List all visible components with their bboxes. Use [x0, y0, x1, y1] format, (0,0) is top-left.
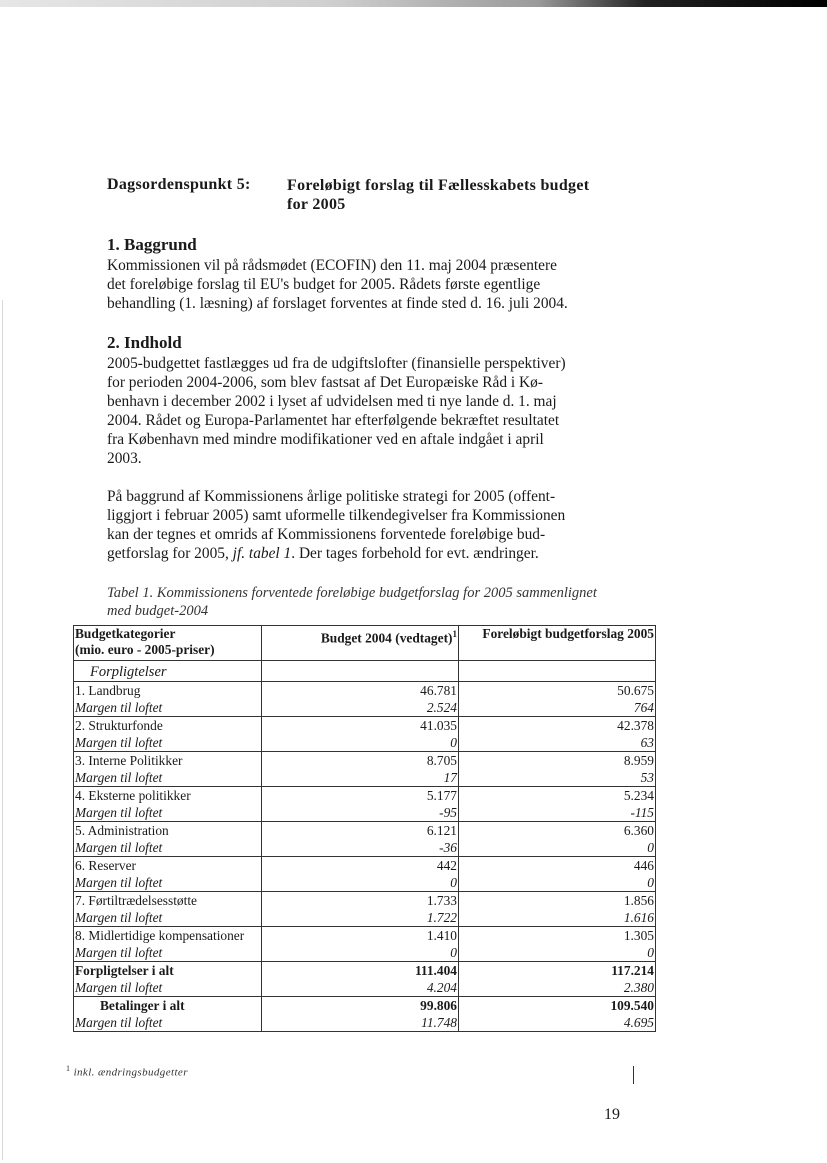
- table-row-margin: [74, 874, 656, 892]
- value-2005: 1.305: [459, 927, 656, 945]
- text-line: behandling (1. læsning) af forslaget forventes at finde sted d. 16. juli 2004.: [107, 295, 568, 312]
- table-row: [74, 997, 656, 1015]
- category-label: 1. Landbrug: [74, 682, 262, 700]
- table-row-margin: [74, 909, 656, 927]
- table-row: [74, 717, 656, 735]
- margin-2004: 0: [262, 874, 459, 892]
- table-header-row: [74, 626, 656, 661]
- text-line: liggjort i februar 2005) samt uformelle tilkendegivelser fra Kommissionen: [107, 507, 566, 524]
- section-heading: 1. Baggrund: [107, 235, 197, 254]
- margin-2004: 2.524: [262, 699, 459, 717]
- margin-2005: 4.695: [459, 1014, 656, 1032]
- scan-edge: [0, 0, 827, 7]
- margin-label: Margen til loftet: [74, 804, 262, 822]
- margin-2004: 11.748: [262, 1014, 459, 1032]
- value-2005: 5.234: [459, 787, 656, 805]
- margin-2004: 0: [262, 734, 459, 752]
- category-label: 2. Strukturfonde: [74, 717, 262, 735]
- margin-2005: 53: [459, 769, 656, 787]
- header-category: [74, 626, 262, 661]
- value-2004: 1.733: [262, 892, 459, 910]
- table-row: [74, 962, 656, 980]
- margin-label: Margen til loftet: [74, 944, 262, 962]
- category-label: Betalinger i alt: [74, 997, 262, 1015]
- section-background: [107, 235, 627, 313]
- value-2004: 1.410: [262, 927, 459, 945]
- margin-label: Margen til loftet: [74, 909, 262, 927]
- footnote-text: inkl. ændringsbudgetter: [73, 1066, 188, 1079]
- section-label-text: Forpligtelser: [90, 664, 167, 680]
- agenda-title-line: Foreløbigt forslag til Fællesskabets budget: [287, 177, 590, 194]
- text-line: 2005-budgettet fastlægges ud fra de udgiftslofter (finansielle perspektiver): [107, 355, 566, 372]
- margin-2005: -115: [459, 804, 656, 822]
- category-label: 3. Interne Politikker: [74, 752, 262, 770]
- section-content: [107, 333, 627, 563]
- margin-label: Margen til loftet: [74, 734, 262, 752]
- value-2004: 111.404: [262, 962, 459, 980]
- margin-2005: 764: [459, 699, 656, 717]
- margin-2004: 1.722: [262, 909, 459, 927]
- scan-margin-line: [2, 300, 3, 1160]
- text-line: benhavn i december 2002 i lyset af udvidelsen med ti nye lande d. 1. maj: [107, 393, 557, 410]
- margin-2005: 0: [459, 839, 656, 857]
- paragraph: [107, 256, 627, 313]
- paragraph: [107, 487, 627, 563]
- text-line: . Der tages forbehold for evt. ændringer.: [291, 545, 539, 562]
- margin-label: Margen til loftet: [74, 1014, 262, 1032]
- value-2005: 50.675: [459, 682, 656, 700]
- table-row-margin: [74, 734, 656, 752]
- margin-2004: 17: [262, 769, 459, 787]
- margin-2004: 4.204: [262, 979, 459, 997]
- paragraph: [107, 354, 627, 468]
- table-row: [74, 927, 656, 945]
- caption-line: Tabel 1. Kommissionens forventede foreløbige budgetforslag for 2005 sammenlignet: [107, 585, 597, 601]
- value-2004: 442: [262, 857, 459, 875]
- text-line: Kommissionen vil på rådsmødet (ECOFIN) den 11. maj 2004 præsentere: [107, 257, 557, 274]
- value-2005: 117.214: [459, 962, 656, 980]
- header-budget-2004: [262, 626, 459, 661]
- section-heading: 2. Indhold: [107, 333, 182, 352]
- table-row-margin: [74, 699, 656, 717]
- table-row-margin: [74, 1014, 656, 1032]
- agenda-title: [287, 176, 627, 214]
- page-number: 19: [604, 1106, 620, 1123]
- value-2004: 46.781: [262, 682, 459, 700]
- footnote-marker: 1: [66, 1064, 71, 1073]
- margin-label: Margen til loftet: [74, 699, 262, 717]
- value-2004: 6.121: [262, 822, 459, 840]
- table-row: [74, 682, 656, 700]
- text-line: 2004. Rådet og Europa-Parlamentet har efterfølgende bekræftet resultatet: [107, 412, 560, 429]
- empty-cell: [459, 661, 656, 682]
- category-label: 6. Reserver: [74, 857, 262, 875]
- agenda-label: Dagsordenspunkt 5:: [107, 176, 251, 193]
- margin-label: Margen til loftet: [74, 769, 262, 787]
- text-line: det foreløbige forslag til EU's budget for 2005. Rådets første egentlige: [107, 276, 541, 293]
- text-line: 2003.: [107, 450, 142, 467]
- value-2005: 6.360: [459, 822, 656, 840]
- header-budget-2005: Foreløbigt budgetforslag 2005: [459, 626, 656, 661]
- table-row: [74, 752, 656, 770]
- value-2004: 5.177: [262, 787, 459, 805]
- margin-2005: 1.616: [459, 909, 656, 927]
- category-label: 4. Eksterne politikker: [74, 787, 262, 805]
- table-row: [74, 822, 656, 840]
- text-line: for perioden 2004-2006, som blev fastsat af Det Europæiske Råd i Kø-: [107, 374, 543, 391]
- value-2005: 109.540: [459, 997, 656, 1015]
- caption-line: med budget-2004: [107, 603, 209, 619]
- margin-label: Margen til loftet: [74, 839, 262, 857]
- table-row: [74, 787, 656, 805]
- text-line: På baggrund af Kommissionens årlige politiske strategi for 2005 (offent-: [107, 488, 556, 505]
- category-label: 8. Midlertidige kompensationer: [74, 927, 262, 945]
- table-body: [74, 682, 656, 1032]
- value-2005: 446: [459, 857, 656, 875]
- table-row-margin: [74, 804, 656, 822]
- empty-cell: [262, 661, 459, 682]
- table-caption: [107, 584, 627, 620]
- table-row: [74, 857, 656, 875]
- value-2005: 42.378: [459, 717, 656, 735]
- footnote-marker: 1: [452, 629, 457, 639]
- header-text: Budget 2004 (vedtaget): [320, 630, 453, 646]
- text-line: getforslag for 2005,: [107, 545, 233, 562]
- scan-mark: [633, 1066, 634, 1084]
- category-label: Forpligtelser i alt: [74, 962, 262, 980]
- margin-2005: 0: [459, 874, 656, 892]
- footnote: [66, 1064, 188, 1079]
- table-row-margin: [74, 769, 656, 787]
- margin-2004: -95: [262, 804, 459, 822]
- text-line: fra København med mindre modifikationer ved en aftale indgået i april: [107, 431, 544, 448]
- text-line: kan der tegnes et omrids af Kommissionens forventede foreløbige bud-: [107, 526, 546, 543]
- agenda-title-line: for 2005: [287, 196, 346, 213]
- budget-table: [73, 625, 656, 1032]
- header-line: (mio. euro - 2005-priser): [75, 642, 215, 657]
- value-2004: 99.806: [262, 997, 459, 1015]
- table-section-row: [74, 661, 656, 682]
- category-label: 5. Administration: [74, 822, 262, 840]
- table-row: [74, 892, 656, 910]
- margin-2004: -36: [262, 839, 459, 857]
- value-2005: 1.856: [459, 892, 656, 910]
- table-row-margin: [74, 944, 656, 962]
- header-line: Budgetkategorier: [75, 626, 176, 641]
- section-label: [74, 661, 262, 682]
- value-2004: 41.035: [262, 717, 459, 735]
- margin-2005: 63: [459, 734, 656, 752]
- margin-label: Margen til loftet: [74, 979, 262, 997]
- margin-2004: 0: [262, 944, 459, 962]
- margin-label: Margen til loftet: [74, 874, 262, 892]
- value-2005: 8.959: [459, 752, 656, 770]
- category-label: 7. Førtiltrædelsesstøtte: [74, 892, 262, 910]
- table-row-margin: [74, 979, 656, 997]
- table-reference: jf. tabel 1: [232, 545, 292, 562]
- margin-2005: 2.380: [459, 979, 656, 997]
- value-2004: 8.705: [262, 752, 459, 770]
- margin-2005: 0: [459, 944, 656, 962]
- table-row-margin: [74, 839, 656, 857]
